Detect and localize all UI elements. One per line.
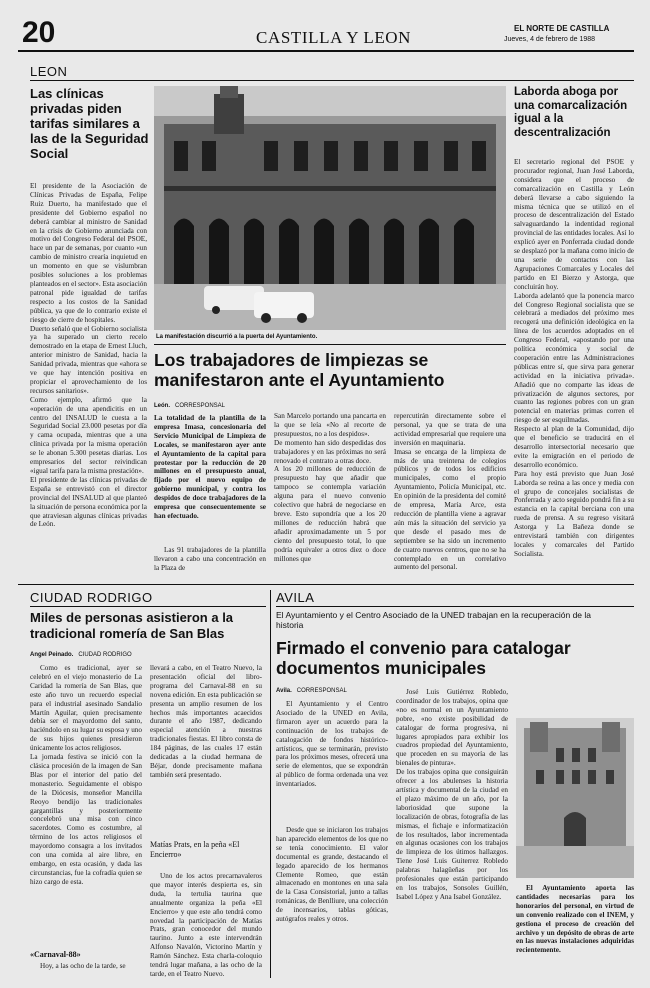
leon-rule [30,80,634,81]
caption-rule [154,344,506,345]
romeria-col1-end: Hoy, a las ocho de la tarde, se [40,962,126,970]
masthead-rule [18,50,634,52]
section-label-ciudad-rodrigo: CIUDAD RODRIGO [30,590,153,605]
section-title: CASTILLA Y LEON [256,28,412,47]
avila-palace-illustration [516,718,634,878]
ciudad-rodrigo-rule [30,606,266,607]
convenio-lead: El Ayuntamiento y el Centro Asociado de la UNED en Avila, firmaron ayer un acuerdo para la continuación de los trabajos de catalogación de fondos histórico-artísticos, que se terminarán, previsto para los próximos meses, ofrecerá una serie de elementos, que se expondrán al público de forma ordenada una vez inventariados. [276,700,388,789]
convenio-byline: Avila. CORRESPONSAL [276,688,347,694]
carnaval-subhead: «Carnaval-88» [30,950,81,959]
laborda-headline: Laborda aboga por una comarcalización igual a la descentralización [514,86,628,139]
limpiezas-headline: Los trabajadores de limpiezas se manifestaron ante el Ayuntamiento [154,350,445,390]
convenio-col1: Desde que se iniciaron los trabajos han aparecido elementos de los que no se tenía conocimiento. El valor documental es grande, destacando el legado aparecido de los hermanos Clemente Romeo, que están almacenado en montones en una sala de la Casa Consistorial, junto a tallas románicas, de Benlliure, una colección de incensarios, tablas góticas, autógrafos reales y otros. [276,826,388,924]
limpiezas-col3: repercutirán directamente sobre el personal, ya que se trata de una actividad empresarial que requiere una inversión en maquinaria. Imasa se encarga de la limpieza de más de una treintena de colegios públicos y de todos los edificios municipales, como el propio Ayuntamiento, Policía Municipal, etc. En opinión de la presidenta del comité de empresa, María Arce, esta reducción de plantilla viene a agravar aún más la situación del servicio ya que desde el pasado mes de septiembre se ha sido un incremento de cuatro nuevos centros, que no se ha contemplado en un correlativo aumento del personal. [394,412,506,572]
romeria-col2-end: Uno de los actos precarnavaleros que mayor interés despierta es, sin duda, la tertulia taurina que anualmente organiza la peña «El Encierro» y que este año tendrá como novedad la participación de Matías Prats, gran conocedor del mundo taurino. Junto a este intervendrán Alfonso Navalón, Victorino Martín y Ramón Sánchez. Esta charla-coloquio tendrá lugar mañana, a las ocho de la tarde, en el Teatro Nuevo. [150,872,262,978]
ayuntamiento-photo [154,86,506,330]
ayuntamiento-building-illustration [154,86,506,330]
paper-name: EL NORTE DE CASTILLA [514,24,610,33]
clinicas-headline: Las clínicas privadas piden tarifas similares a las de la Seguridad Social [30,86,149,161]
limpiezas-col1-rest: Las 91 trabajadores de la plantilla llevaron a cabo una concentración en la Plaza de [154,546,266,572]
avila-kicker: El Ayuntamiento y el Centro Asociado de la UNED trabajan en la recuperación de la historia [276,610,592,630]
page-number: 20 [22,16,56,49]
section-label-avila: AVILA [276,590,315,605]
leon-bottom-rule [18,584,634,585]
clinicas-body: El presidente de la Asociación de Clínicas Privadas de España, Felipe Ruiz Duerto, ha manifestado que el presidente del Gobierno español no deberá cambiar al ministro de Sanidad en la crisis de Gobierno anunciada con motivo del Congreso Federal del PSOE, hace un par de semanas, por cuanto «un cambio de ministro crearía inquietud en un momento en que se vislumbran posibles soluciones a los problemas planteados en el sector». Esta asociación patronal pide igualdad de tarifas respecto a los costos de la Sanidad pública, ya que de lo contrario existe el riesgo de cierre de hospitales. Duerto señaló que el Gobierno socialista ya ha superado un cierto recelo demostrado en la etapa de Ernest Lluch, anterior ministro de Sanidad, hacia la Sanidad privada, mientras que «ahora se ve que hay intención positiva en propiciar el aprovechamiento de los recursos sanitarios». Como ejemplo, afirmó que la «operación de una apendicitis en un centro del INSALUD le cuesta a la Seguridad Social 23.000 pesetas por día y cama ocupada, mientras que a una clínica privada por la misma operación se le abonan 5.300 pesetas diarias. Los empresarios del sector reivindican «igual tarifa para la misma prestación». El presidente de las clínicas privadas de España se entrevistó con el director provincial del INSALUD al que planteó la situación de persona económica por la que atraviesan algunas clínicas privadas de León. [30,182,147,529]
convenio-col2: José Luis Gutiérrez Robledo, coordinador de los trabajos, opina que «no es normal en un Ayuntamiento pobre, «no existe posibilidad de catalogar de forma progresiva, ni lugares apropiados para exhibir los cuadros propiedad del Ayuntamiento, que proceden en su mayoría de las bienales de pintura». De los trabajos opina que consiguirán ofrecer a los abulenses la historia artística y documental de la ciudad en el plazo máximo de un año, por la laboriosidad que supone la localización de obras, fotografía de las mismas, el fichaje e informatización de los resultados, labor incrementada en algunas ocasiones con los trabajos de limpieza de los útimos hallazgos. Tiene José Luis Guiterrez Robledo palabras halagüeñas por los profesionales que están participando en los trabajos, Sonsoles Guillén, Isabel López y Ana Isabel González. [396,688,508,901]
romeria-byline: Angel Peinado. CIUDAD RODRIGO [30,652,132,658]
limpiezas-lead: La totalidad de la plantilla de la empresa Imasa, concesionaria del Servicio Municipal de Limpieza de Locales, se manifestaron ayer ante el Ayuntamiento de la capital para protestar por la reducción de 20 millones en el presupuesto anual, fijado por el nuevo equipo de gobierno municipal, y contra los despidos de doce trabajadores de la empresa que consecuentemente se han efectuado. [154,414,266,520]
romeria-headline: Miles de personas asistieron a la tradicional romería de San Blas [30,610,234,641]
ayuntamiento-photo-caption: La manifestación discurrió a la puerta del Ayuntamiento. [156,334,318,340]
romeria-col1: Como es tradicional, ayer se celebró en el viejo monasterio de La Caridad la romería de San Blas, que este año tuvo un recuerdo especial para el industrial asesinado Sandalio Martín Aguilar, quien precisamente debía ser el mayordomo del santo, haciéndolo en su lugar su esposa y uno de sus hijos quienes presidieron únicamente los actos religiosos. La jornada festiva se inició con la clásica procesión de la imagen de San Blas por el interior del patio del monasterio. Seguidamente el obispo de la Diócesis, monseñor Mancilla Reoyo bendijo las tradicionales gargantillas y posteriormente concelebró una misa con cinco sacerdotes. Como es costumbre, al término de los actos religiosos el mayordomo consagra a los invitados con una comida al aire libre, en embargo, en esta ocasión, y dada las circunstancias, fue la cofradía quien se hizo cargo de esta. [30,664,142,886]
limpiezas-byline: León. CORRESPONSAL [154,403,226,409]
romeria-col2: llevará a cabo, en el Teatro Nuevo, la presentación oficial del libro-programa del Carnaval-88 en su novena edición. En esta publicación se presenta un amplio resumen de los hechos más importantes acaecidos durante el año 1987, dedicando especial atención a nuestras tradicionales fiestas. El libro consta de 184 páginas, de las cuales 17 están dedicadas a la ciudad hermana de Béjar, donde precisamente mañana también será presentado. [150,664,262,779]
date-line: Jueves, 4 de febrero de 1988 [504,36,596,43]
convenio-headline: Firmado el convenio para catalogar documentos municipales [276,638,571,678]
avila-photo-caption: El Ayuntamiento aporta las cantidades necesarias para los honorarios del personal, en virtud de un convenio realizado con el INEM, y gestiona el proceso de creación del archivo y un depósito de obras de arte en las nuevas instalaciones adquiridas recientemente. [516,884,634,955]
section-label-leon: LEON [30,64,68,79]
laborda-body: El secretario regional del PSOE y procurador regional, Juan José Laborda, considera que el proceso de comarcalización en Castilla y León deberá llevarse a cabo siguiendo la misma técnica que se utilizó en el proceso de descentralización del Estado salvaguardando la indentidad regional provincial de las entidades locales. Así lo explicó ayer en Ponferrada ciudad donde se desplazó por la mañana como inicio de una serie de contactos con las Agrupaciones Comarcales y Locales del partido en El Bierzo y Astorga, que concluirán hoy. Laborda adelantó que la ponencia marco del Congreso Regional socialista que se celebrará a mediados del próximo mes recogerá una definición ideológica en la línea de los acuerdos adoptados en el Congreso Federal, «apostando por una política económica y social de cooperación entre las Administraciones públicas entre sí, que sirva para generar actividad en la iniciativa privada». Añadió que no comparte las ideas de privatización de algunos sectores, por cuanto las regiones pobres con un gran potencial en materias primas corren el riesgo de ser esquilmadas. Respecto al plan de la Comunidad, dijo que el beneficio se traducirá en el desarrollo intersectorial necesario que evite la emigración en el periodo de desarrollo económico. Para hoy está previsto que Juan José Laborda se reúna a las once y media con el grupo de concejales socialistas de Ponferrada y acto seguido pondrá fin a su estancia en la capital berciana con una rueda de prensa. A su regreso visitará Astorga y La Bañeza donde se entrevistará también con dirigentes locales y comarcales del Partido Socialista. [514,158,634,558]
section-divider-vertical [270,590,271,978]
avila-rule [276,606,634,607]
avila-building-photo [516,718,634,878]
limpiezas-col2: San Marcelo portando una pancarta en la que se leía «No al recorte de presupuestos, no a los despidos». De momento han sido despedidas dos trabajadores y en las próximas no será renovado el contrato a otras doce. A los 20 millones de reducción de presupuesto hay que añadir que tampoco se contempla variación alguna para el nuevo convenio colectivo que habrá de negociarse en breve. Esto supondría que a los 20 millones de reducción habrá que añadir aproximadamente un 5 por ciento del presupuesto total, lo que podría equivaler a otros diez o doce millones que [274,412,386,563]
matias-prats-subhead: Matías Prats, en la peña «El Encierro» [150,840,240,859]
